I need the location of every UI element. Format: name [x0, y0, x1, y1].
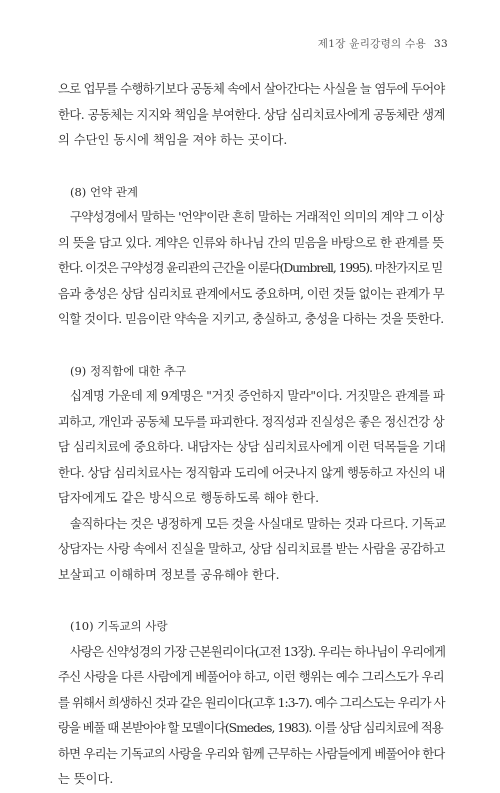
section-9 [58, 359, 446, 589]
text-line: 솔직하다는 것은 냉정하게 모든 것을 사실대로 말하는 것과 다르다. 기독교 [70, 516, 446, 531]
text-line: 괴하고, 개인과 공동체 모두를 파괴한다. 정직성과 진실성은 좋은 정신건강 상 [58, 414, 445, 429]
text-line: 사랑은 신약성경의 가장 근본원리이다(고전 13장). 우리는 하나님이 우리에게 [70, 644, 446, 659]
text-line: 구약성경에서 말하는 '언약'이란 흔히 말하는 거래적인 의미의 계약 그 이상 [70, 210, 444, 224]
section-heading: (10) 기독교의 사랑 [70, 619, 168, 633]
text-line: 의 뜻을 담고 있다. 계약은 인류와 하나님 간의 믿음을 바탕으로 한 관계를 뜻 [58, 235, 444, 250]
text-line: 으로 업무를 수행하기보다 공동체 속에서 살아간다는 사실을 늘 염두에 두어야 [58, 82, 445, 96]
text-line: 는 뜻이다. [58, 772, 114, 786]
text-line: 를 위해서 희생하신 것과 같은 원리이다(고후 1:3-7). 예수 그리스도는 우리가 사 [58, 695, 445, 710]
page-number: 33 [434, 38, 448, 50]
text-line: 담 심리치료에 중요하다. 내담자는 상담 심리치료사에게 이런 덕목들을 기대 [58, 440, 446, 454]
intro-paragraph [58, 77, 446, 154]
chapter-title: 제1장 윤리강령의 수용 [317, 38, 427, 50]
section-8 [58, 180, 446, 333]
text-line: 음과 충성은 상담 심리치료 관계에서도 중요하며, 이런 것들 없이는 관계가 무 [58, 286, 445, 301]
text-line: 담자에게도 같은 방식으로 행동하도록 해야 한다. [58, 491, 320, 505]
text-line: 십계명 가운데 제 9계명은 "거짓 증언하지 말라"이다. 거짓말은 관계를 파 [70, 389, 445, 403]
text-line: 익할 것이다. 믿음이란 약속을 지키고, 충실하고, 충성을 다하는 것을 뜻한다. [58, 312, 444, 326]
text-line: 상담자는 사랑 속에서 진실을 말하고, 상담 심리치료를 받는 사람을 공감하고 [58, 542, 445, 556]
text-line: 보살피고 이해하며 정보를 공유해야 한다. [58, 567, 280, 582]
section-heading: (9) 정직함에 대한 추구 [70, 363, 187, 378]
text-line: 한다. 이것은 구약성경 윤리관의 근간을 이룬다(Dumbrell, 1995). 마찬가지로 믿 [58, 261, 443, 275]
text-line: 의 수단인 동시에 책임을 져야 하는 곳이다. [58, 133, 288, 147]
section-heading: (8) 언약 관계 [70, 184, 139, 199]
section-10 [58, 614, 446, 793]
text-line: 랑을 베풀 때 본받아야 할 모델이다(Smedes, 1983). 이를 상담 심리치료에 적용 [58, 721, 443, 735]
page-body [58, 77, 446, 793]
text-line: 주신 사랑을 다른 사람에게 베풀어야 하고, 이런 행위는 예수 그리스도가 우리 [58, 670, 445, 684]
running-header [318, 36, 448, 51]
text-line: 하면 우리는 기독교의 사랑을 우리와 함께 근무하는 사람들에게 베풀어야 한다 [58, 746, 445, 761]
text-line: 한다. 상담 심리치료사는 정직함과 도리에 어긋나지 않게 행동하고 자신의 내 [58, 465, 445, 480]
text-line: 한다. 공동체는 지지와 책임을 부여한다. 상담 심리치료사에게 공동체란 생계 [58, 107, 445, 122]
